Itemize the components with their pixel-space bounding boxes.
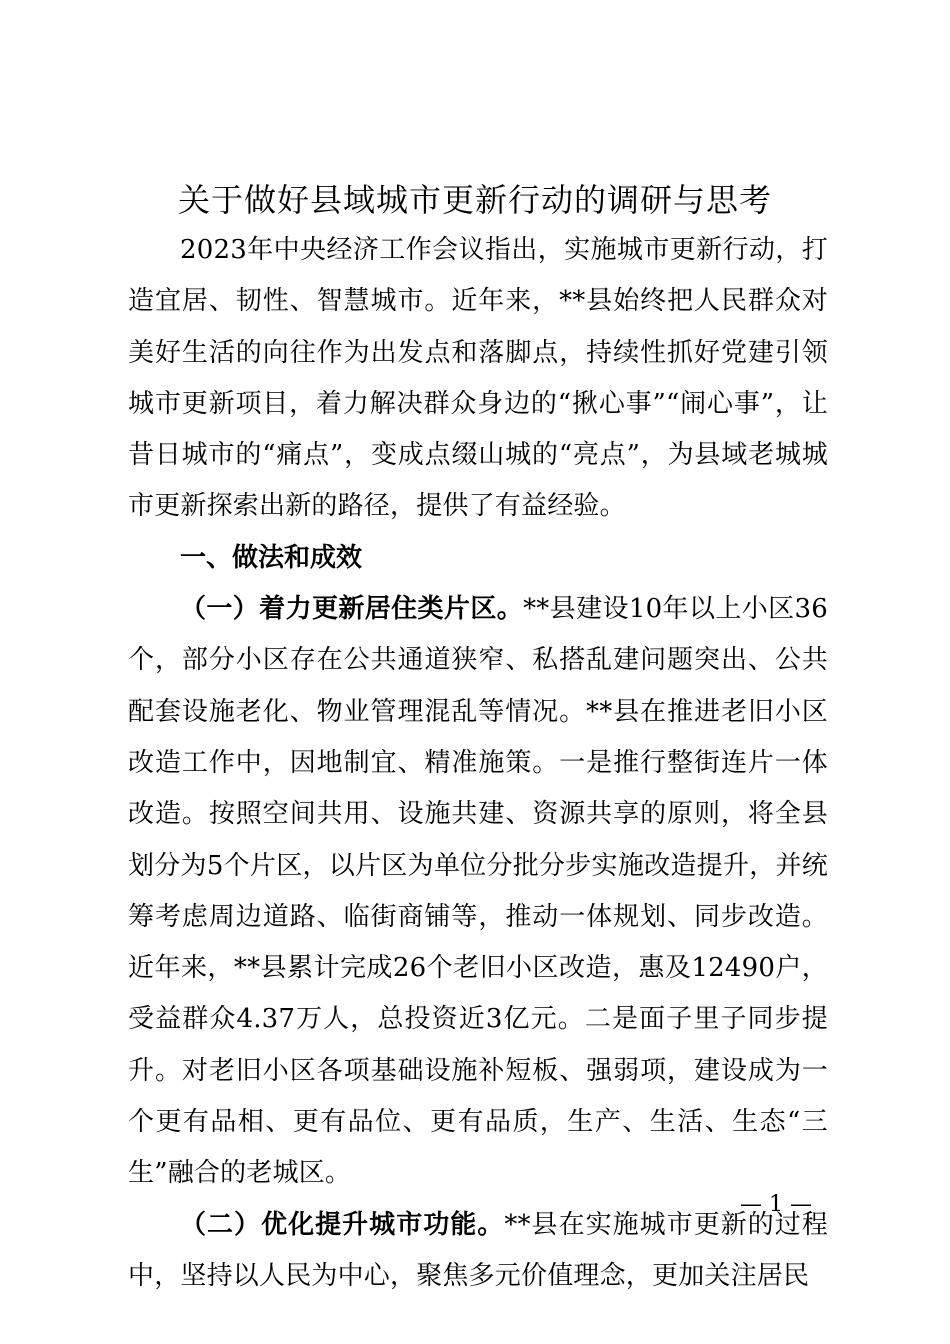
paragraph-1 — [128, 584, 828, 1200]
section-heading-1: 一、做法和成效 — [180, 542, 363, 573]
document-title: 关于做好县域城市更新行动的调研与思考 — [177, 181, 772, 219]
page-number: — 1 — — [740, 1192, 812, 1217]
paragraph-1-body: **县建设10年以上小区36个，部分小区存在公共通道狭窄、私搭乱建问题突出、公共配套设施老化、物业管理混乱等情况。**县在推进老旧小区改造工作中，因地制宜、精准施策。一是推行整街连片一体改造。按照空间共用、设施共建、资源共享的原则，将全县划分为5个片区，以片区为单位分批分步实施改造提升，并统筹考虑周边道路、临街商铺等，推动一体规划、同步改造。近年来，**县累计完成26个老旧小区改造，惠及12490户，受益群众4.37万人，总投资近3亿元。二是面子里子同步提升。对老旧小区各项基础设施补短板、强弱项，建设成为一个更有品相、更有品位、更有品质，生产、生活、生态“三生”融合的老城区。 — [128, 594, 829, 1189]
intro-paragraph: 2023年中央经济工作会议指出，实施城市更新行动，打造宜居、韧性、智慧城市。近年来，**县始终把人民群众对美好生活的向往作为出发点和落脚点，持续性抓好党建引领城市更新项目，着力解决群众身边的“揪心事”“闹心事”，让昔日城市的“痛点”，变成点缀山城的“亮点”，为县域老城城市更新探索出新的路径，提供了有益经验。 — [128, 235, 828, 522]
document-body — [128, 225, 828, 1302]
paragraph-2-body: **县在实施城市更新的过程中，坚持以人民为中心，聚焦多元价值理念，更加关注居民 — [128, 1209, 828, 1291]
paragraph-1-heading: （一）着力更新居住类片区。 — [180, 594, 524, 625]
paragraph-2 — [128, 1200, 828, 1303]
paragraph-2-heading: （二）优化提升城市功能。 — [180, 1209, 505, 1240]
